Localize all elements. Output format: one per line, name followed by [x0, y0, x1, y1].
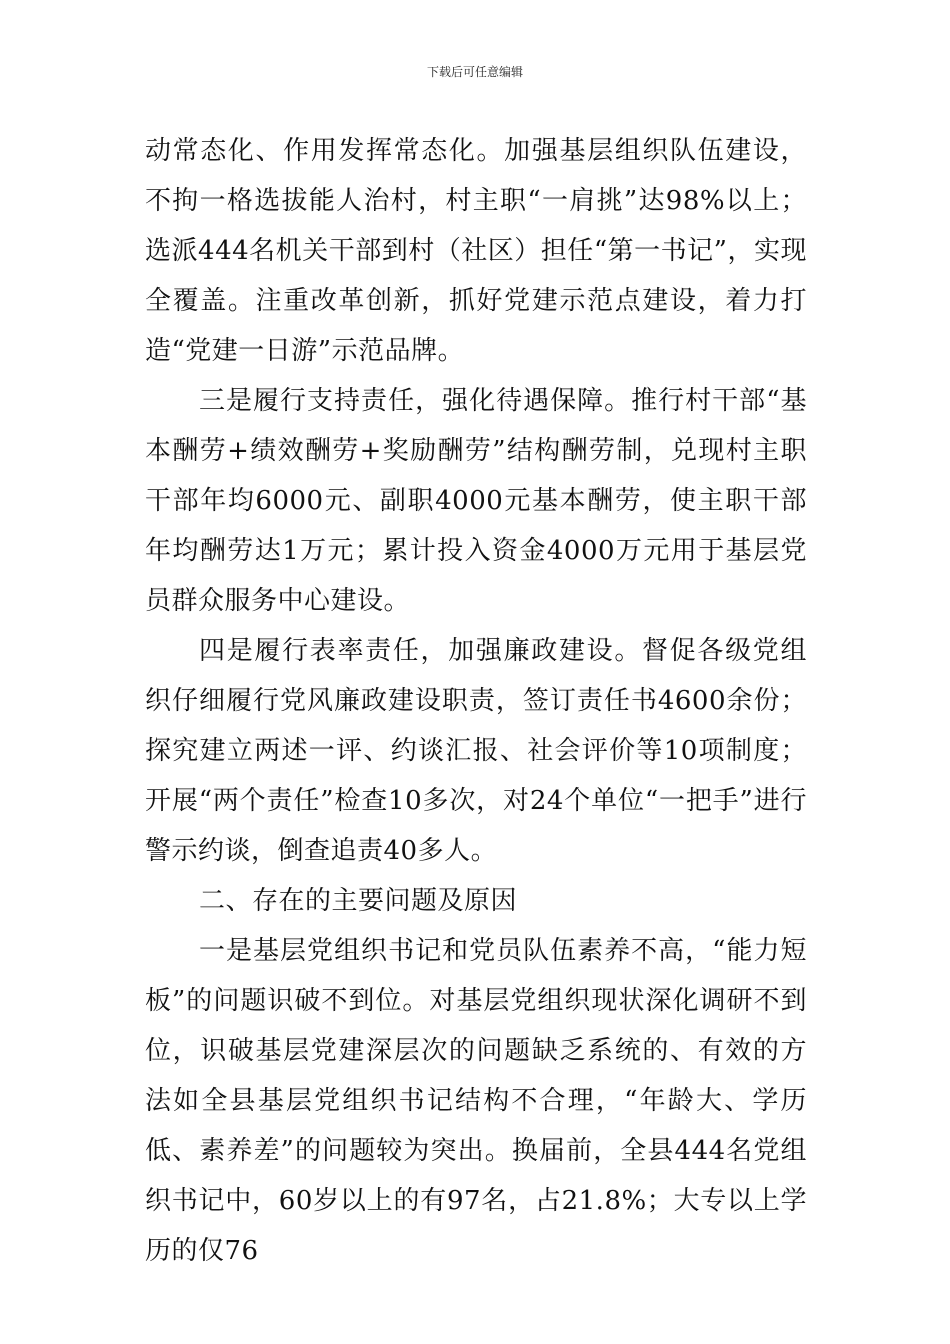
- paragraph-support-responsibility: 三是履行支持责任，强化待遇保障。推行村干部“基本酬劳+绩效酬劳+奖励酬劳”结构酬劳制，兑现村主职干部年均6000元、副职4000元基本酬劳，使主职干部年均酬劳达1万元；累计投入资金4000万元用于基层党员群众服务中心建设。: [145, 386, 807, 616]
- paragraph-problem-one: 一是基层党组织书记和党员队伍素养不高，“能力短板”的问题识破不到位。对基层党组织现状深化调研不到位，识破基层党建深层次的问题缺乏系统的、有效的方法如全县基层党组织书记结构不合理，“年龄大、学历低、素养差”的问题较为突出。换届前，全县444名党组织书记中，60岁以上的有97名，占21.8%；大专以上学历的仅76: [145, 936, 807, 1266]
- page-header-note: 下载后可任意编辑: [426, 65, 523, 79]
- document-body: [145, 126, 807, 1276]
- paragraph-exemplary-responsibility: 四是履行表率责任，加强廉政建设。督促各级党组织仔细履行党风廉政建设职责，签订责任书4600余份；探究建立两述一评、约谈汇报、社会评价等10项制度；开展“两个责任”检查10多次，对24个单位“一把手”进行警示约谈，倒查追责40多人。: [145, 636, 807, 866]
- paragraph-continued: 动常态化、作用发挥常态化。加强基层组织队伍建设，不拘一格选拔能人治村，村主职“一肩挑”达98%以上；选派444名机关干部到村（社区）担任“第一书记”，实现全覆盖。注重改革创新，抓好党建示范点建设，着力打造“党建一日游”示范品牌。: [145, 136, 807, 366]
- section-heading-problems: 二、存在的主要问题及原因: [199, 886, 518, 916]
